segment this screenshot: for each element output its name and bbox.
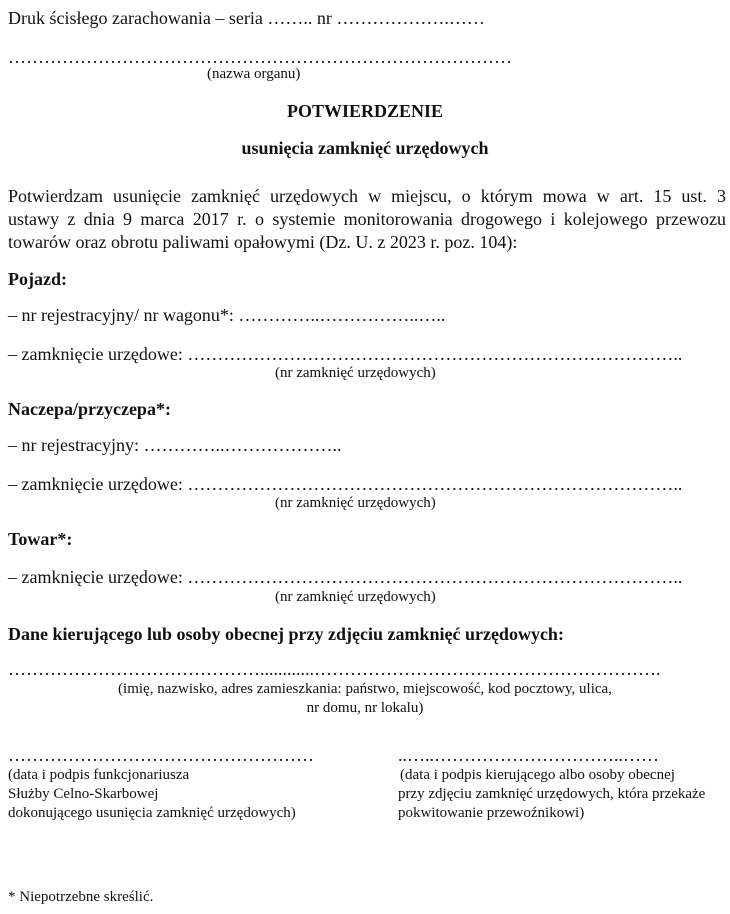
intro-line-2: ustawy z dnia 9 marca 2017 r. o systemie monitorowania drogowego i kolejowego przewozu xyxy=(8,209,726,229)
document-title: POTWIERDZENIE xyxy=(286,101,444,121)
trailer-heading: Naczepa/przyczepa*: xyxy=(8,399,171,419)
footnote: * Niepotrzebne skreślić. xyxy=(8,889,154,905)
goods-seal-caption: (nr zamknięć urzędowych) xyxy=(275,589,436,605)
goods-heading: Towar*: xyxy=(8,529,73,549)
trailer-seal-field: – zamknięcie urzędowe: ……………………………………………………………………….. xyxy=(8,474,683,494)
vehicle-heading: Pojazd: xyxy=(8,269,67,289)
driver-caption-line-2: nr domu, nr lokalu) xyxy=(306,700,424,716)
organ-name-caption: (nazwa organu) xyxy=(207,66,301,82)
officer-signature-caption-1: (data i podpis funkcjonariusza xyxy=(8,767,190,783)
vehicle-registration-field: – nr rejestracyjny/ nr wagonu*: …………..……………..….. xyxy=(8,305,446,325)
vehicle-seal-caption: (nr zamknięć urzędowych) xyxy=(275,365,436,381)
driver-caption-line-1: (imię, nazwisko, adres zamieszkania: państwo, miejscowość, kod pocztowy, ulica, xyxy=(118,681,612,697)
trailer-registration-field: – nr rejestracyjny: …………..……………….. xyxy=(8,435,342,455)
goods-seal-field: – zamknięcie urzędowe: ……………………………………………………………………….. xyxy=(8,567,683,587)
driver-signature-field: ..…..…………………………..…… xyxy=(398,745,659,765)
organ-name-field: ………………………………………………………………………… xyxy=(8,47,512,67)
driver-heading: Dane kierującego lub osoby obecnej przy zdjęciu zamknięć urzędowych: xyxy=(8,624,564,644)
driver-signature-caption-3: pokwitowanie przewoźnikowi) xyxy=(398,805,585,821)
officer-signature-caption-2: Służby Celno-Skarbowej xyxy=(8,786,159,802)
intro-line-3: towarów oraz obrotu paliwami opałowymi (Dz. U. z 2023 r. poz. 104): xyxy=(8,232,518,252)
vehicle-seal-field: – zamknięcie urzędowe: ……………………………………………………………………….. xyxy=(8,344,683,364)
trailer-seal-caption: (nr zamknięć urzędowych) xyxy=(275,495,436,511)
intro-line-1: Potwierdzam usunięcie zamknięć urzędowych w miejscu, o którym mowa w art. 15 ust. 3 xyxy=(8,186,726,206)
officer-signature-field: …………………………………………… xyxy=(8,745,314,765)
driver-signature-caption-2: przy zdjęciu zamknięć urzędowych, która przekaże xyxy=(398,786,706,802)
series-number-line: Druk ścisłego zarachowania – seria …….. nr ……………….…… xyxy=(8,8,485,28)
officer-signature-caption-3: dokonującego usunięcia zamknięć urzędowych) xyxy=(8,805,296,821)
driver-data-field: ……………………………………............…………………………………………………. xyxy=(8,659,661,679)
document-subtitle: usunięcia zamknięć urzędowych xyxy=(241,138,489,158)
driver-signature-caption-1: (data i podpis kierującego albo osoby obecnej xyxy=(400,767,675,783)
